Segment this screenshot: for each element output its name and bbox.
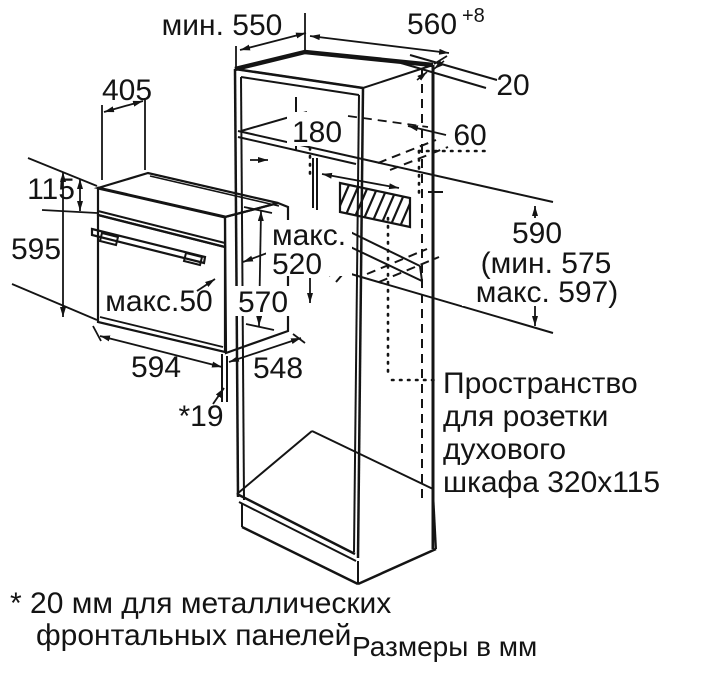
oven-door-bottom-seam (100, 317, 223, 347)
label-width: 560 (406, 8, 458, 41)
dim570-ext-bottom (246, 324, 274, 330)
label-min-depth: мин. 550 (161, 9, 283, 42)
label-width-tolerance: +8 (462, 5, 485, 27)
label-niche-max: макс. 597) (475, 276, 619, 309)
label-top-offset: 405 (101, 74, 153, 107)
label-rear-gap: 20 (496, 69, 530, 102)
dim520-pointer-left (243, 252, 270, 262)
cabinet-base (237, 431, 436, 584)
cabinet-left-edge (235, 69, 238, 497)
socket-note-line3: духового (443, 433, 567, 466)
dim594-ext-left (93, 326, 101, 341)
label-oven-width: 594 (130, 351, 182, 384)
label-oven-height: 595 (10, 233, 62, 266)
label-body-height: 570 (237, 286, 289, 319)
oven-ext-panel (42, 210, 97, 213)
label-front-thickness: *19 (178, 400, 224, 433)
labels (10, 5, 660, 662)
units-note: Размеры в мм (352, 631, 538, 662)
label-body-depth: 548 (252, 352, 304, 385)
socket-note-line1: Пространство (443, 367, 638, 400)
label-max-depth: 520 (271, 248, 323, 281)
label-niche-height: 590 (511, 217, 563, 250)
label-handle-protrusion: макс.50 (105, 285, 213, 318)
footnote-line2: фронтальных панелей (36, 619, 352, 652)
dim520-line (322, 174, 399, 188)
oven-ext-bottom (12, 284, 97, 320)
oven-top-seam (150, 176, 279, 206)
footnote-line1: * 20 мм для металлических (10, 587, 392, 620)
shelf-hidden-back-edge (348, 116, 428, 127)
label-socket-offset: 60 (453, 119, 487, 152)
dimension-lines (12, 13, 535, 404)
oven-front-top-edge (98, 188, 225, 217)
label-panel-height: 115 (27, 173, 75, 206)
socket-note-line2: для розетки (443, 400, 609, 433)
socket-note-line4: шкафа 320x115 (443, 466, 661, 499)
cabinet-top-thick-edges (235, 52, 433, 69)
label-niche-min: (мин. 575 (480, 247, 612, 280)
shelf-front-edge (238, 131, 553, 202)
label-max-prefix: макс. (271, 219, 347, 252)
label-upper-compartment: 180 (291, 116, 343, 149)
